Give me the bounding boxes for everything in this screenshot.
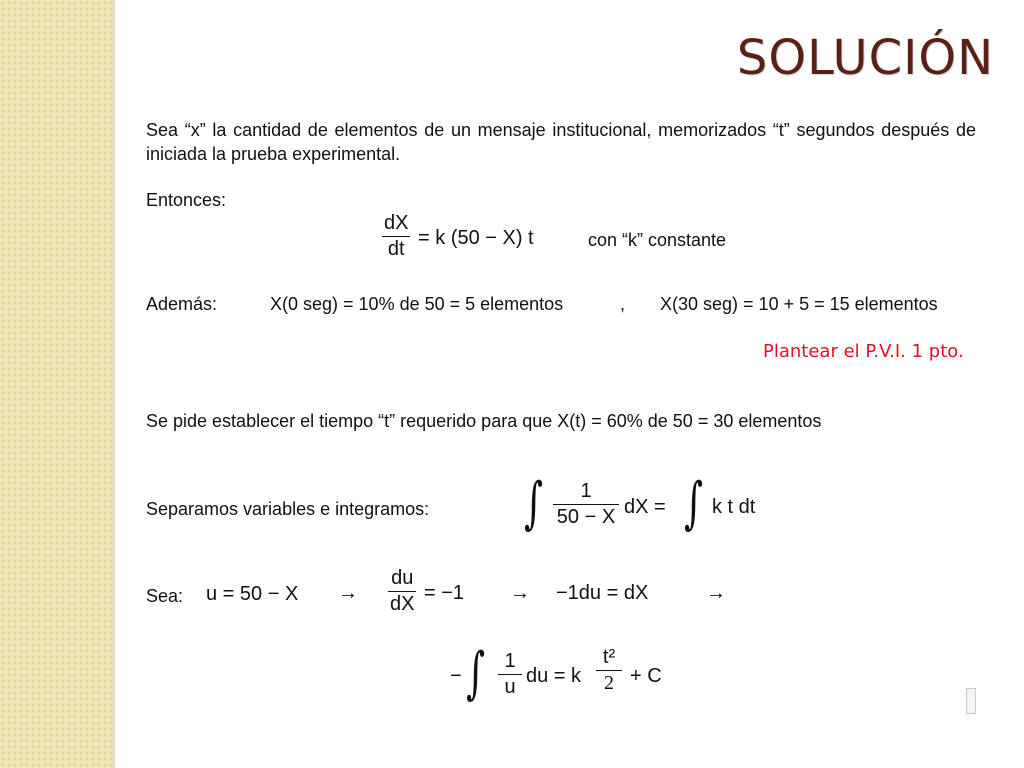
separate-fraction: [553, 480, 619, 529]
initial-condition: X(0 seg) = 10% de 50 = 5 elementos: [270, 294, 564, 314]
decorative-side-panel: [0, 0, 112, 768]
final-denominator: u: [504, 676, 516, 698]
separate-label: Separamos variables e integramos:: [146, 499, 430, 519]
ademas-label: Además:: [146, 294, 218, 314]
sub-fraction: [388, 567, 416, 616]
sub-result: −1du = dX: [556, 582, 649, 604]
final-fraction-bar: [498, 674, 522, 675]
eq1-denominator: dt: [387, 238, 405, 260]
sub-denominator: dX: [390, 593, 415, 615]
eq1-rhs: = k (50 − X) t: [418, 227, 534, 249]
arrow-3: →: [706, 582, 726, 604]
score-note: Plantear el P.V.I. 1 pto.: [763, 341, 964, 362]
separate-dx: dX =: [624, 496, 666, 518]
eq1-numerator: dX: [384, 212, 409, 234]
arrow-1: →: [338, 582, 358, 604]
final-t-denominator: 2: [604, 672, 614, 694]
eq1-note: con “k” constante: [588, 230, 727, 250]
side-divider: [112, 0, 115, 768]
separate-rhs: k t dt: [712, 496, 756, 518]
sub-value: = −1: [424, 582, 465, 604]
slide-title: SOLUCIÓN: [736, 30, 994, 86]
final-minus: −: [450, 665, 462, 687]
condition-separator: ,: [620, 294, 626, 314]
sub-numerator: du: [391, 567, 414, 589]
request-sentence: Se pide establecer el tiempo “t” requerido para que X(t) = 60% de 50 = 30 elementos: [146, 411, 822, 431]
arrow-2: →: [510, 582, 530, 604]
second-condition: X(30 seg) = 10 + 5 = 15 elementos: [660, 294, 938, 314]
entonces-label: Entonces:: [146, 190, 227, 210]
final-fraction: [498, 650, 522, 699]
sub-fraction-bar: [388, 591, 416, 592]
separate-numerator: 1: [580, 480, 592, 502]
separate-denominator: 50 − X: [556, 506, 616, 528]
final-t-numerator: t²: [602, 646, 616, 668]
final-du: du = k: [526, 665, 582, 687]
final-numerator: 1: [504, 650, 516, 672]
final-tail: + C: [630, 665, 662, 687]
final-t-fraction: [596, 646, 622, 695]
integral-sign-left: ∫: [524, 471, 543, 536]
integral-sign-right: ∫: [684, 471, 703, 536]
final-integral-sign: ∫: [466, 641, 485, 706]
sea-label: Sea:: [146, 586, 184, 606]
u-definition: u = 50 − X: [206, 583, 299, 605]
final-t-fraction-bar: [596, 670, 622, 671]
separate-fraction-bar: [553, 504, 619, 505]
eq1-fraction: [382, 212, 410, 261]
cropped-embedded-object: [966, 688, 976, 714]
eq1-fraction-bar: [382, 236, 410, 237]
intro-paragraph: Sea “x” la cantidad de elementos de un mensaje institucional, memorizados “t” segundos después de iniciada la prueba experimental.: [146, 120, 976, 164]
